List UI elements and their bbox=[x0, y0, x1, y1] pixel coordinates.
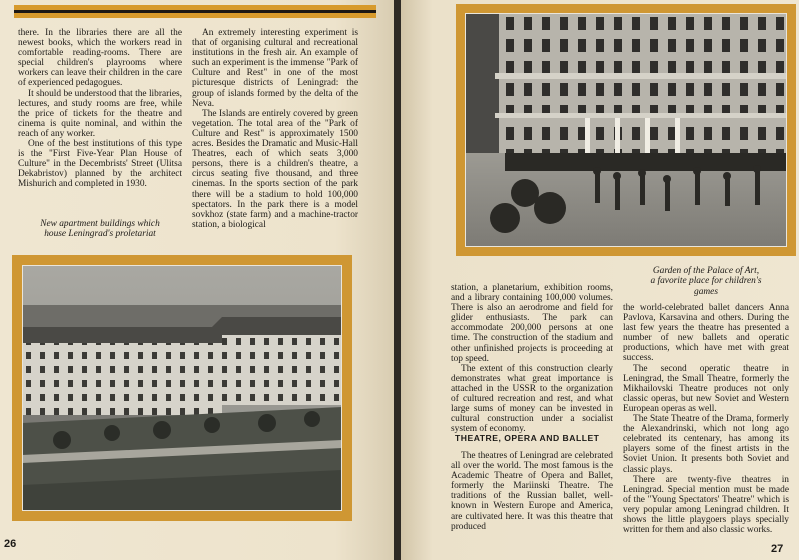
section-heading: THEATRE, OPERA AND BALLET bbox=[455, 433, 600, 443]
paragraph: One of the best institutions of this type is the "First Five-Year Plan House of Culture" in the Decembrists' Street (Ulitsa Dekabristov) planned by the architect Mishurich and completed in 1930. bbox=[18, 139, 182, 190]
paragraph: The theatres of Leningrad are celebrated all over the world. The most famous is the Academic Theatre of Opera and Ballet, formerly the Mariinski Theatre. The traditions of the Russian ballet, well-known in Western Europe and America, are cultivated here. It was this theatre that produced bbox=[451, 451, 613, 532]
page-number-left: 26 bbox=[4, 538, 17, 550]
right-page-column-2 bbox=[623, 303, 789, 535]
paragraph: There are twenty-five theatres in Leningrad. Special mention must be made of the "Young Spectators' Theatre" which is very popular among Leningrad children. It shows the little playgoers plays specially written for them and also classic works. bbox=[623, 474, 789, 536]
apartment-photo-frame bbox=[12, 255, 352, 521]
palace-photo-frame bbox=[456, 4, 796, 256]
paragraph: the world-celebrated ballet dancers Anna Pavlova, Karsavina and others. During the last few years the theatre has presented a number of new ballets and operatic productions, which have met with great success. bbox=[623, 303, 789, 364]
apartment-buildings-photo bbox=[22, 265, 342, 511]
palace-garden-photo bbox=[465, 13, 787, 247]
paragraph: The State Theatre of the Drama, formerly the Alexandrinski, which not long ago celebrated its centenary, has among its players some of the finest artists in the Soviet Union. It presents both Soviet and classic plays. bbox=[623, 414, 789, 475]
left-page bbox=[0, 0, 394, 560]
paragraph: there. In the libraries there are all the newest books, which the workers read in comfortable reading-rooms. There are special children's playrooms where workers can leave their children in the care of experienced pedagogues. bbox=[18, 28, 182, 89]
paragraph: The extent of this construction clearly demonstrates what great importance is attached in the USSR to the organization of cultured recreation and rest, and what large sums of money can be invested in cultural construction under a socialist system of economy. bbox=[451, 363, 613, 435]
right-page-column-1-continued bbox=[451, 451, 613, 532]
paragraph: An extremely interesting experiment is that of organising cultural and recreational institutions in the fresh air. An example of such an experiment is the immense "Park of Culture and Rest" in one of the most picturesque districts of Leningrad: the group of islands formed by the delta of the Neva. bbox=[192, 28, 358, 109]
right-photo-caption: Garden of the Palace of Art, a favorite place for children's games bbox=[650, 266, 762, 297]
paragraph: station, a planetarium, exhibition rooms, and a library containing 100,000 volumes. There is also an aerodrome and field for glider enthusiasts. The park can accommodate 200,000 persons at one time. The construction of the stadium and other unfinished projects is proceeding at top speed. bbox=[451, 283, 613, 364]
left-page-column-1 bbox=[18, 28, 182, 190]
left-photo-caption: New apartment buildings which house Leningrad's proletariat bbox=[40, 219, 160, 240]
book-gutter bbox=[394, 0, 401, 560]
left-page-column-2 bbox=[192, 28, 358, 230]
right-page-column-1 bbox=[451, 283, 613, 434]
decorative-top-bar bbox=[14, 5, 376, 18]
page-number-right: 27 bbox=[771, 543, 784, 555]
right-page bbox=[401, 0, 799, 560]
paragraph: It should be understood that the libraries, lectures, and study rooms are free, while the price of tickets for the theatre and cinema is quite nominal, and within the reach of any worker. bbox=[18, 88, 182, 139]
paragraph: The second operatic theatre in Leningrad, the Small Theatre, formerly the Mikhailovski Theatre produces not only classic operas, but new Soviet and Western European operas as well. bbox=[623, 363, 789, 414]
paragraph: The Islands are entirely covered by green vegetation. The total area of the "Park of Culture and Rest" is approximately 1500 acres. Besides the Dramatic and Music-Hall Theatres, each of which seats 3,000 persons, there is a children's theatre, a circus seating five thousand, and three cinemas. In the sports section of the park there will be a stadium to hold 100,000 spectators. In the park there is a model sovkhoz (state farm) and a machine-tractor station, a biological bbox=[192, 108, 358, 230]
